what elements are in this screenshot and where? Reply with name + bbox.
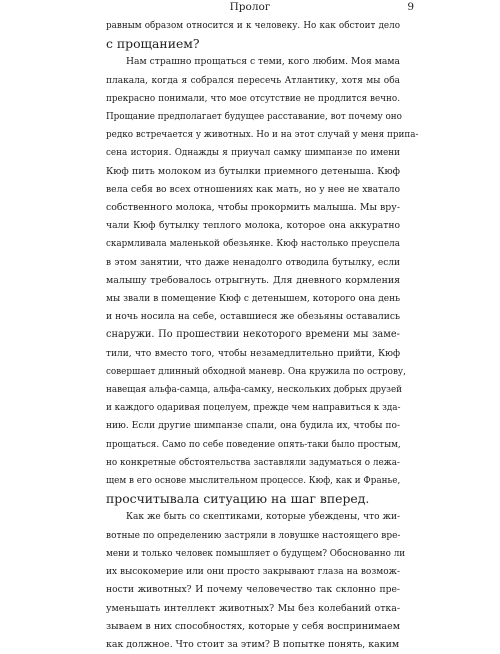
text-line: прощаться. Само по себе поведение опять-таки было простым,: [106, 439, 401, 450]
text-line: и каждого одаривая поцелуем, прежде чем направиться к зда-: [106, 403, 401, 414]
text-line: нию. Если другие шимпанзе спали, она будила их, чтобы по-: [106, 421, 400, 432]
text-line: ности животных? И почему человечество так склонно пре-: [106, 584, 400, 596]
text-line: Как же быть со скептиками, которые убеждены, что жи-: [126, 512, 400, 523]
text-line: тили, что вместо того, чтобы незамедлительно прийти, Кюф: [106, 348, 400, 359]
text-line: в этом занятии, что даже ненадолго отводила бутылку, если: [106, 257, 400, 268]
text-line: как должное. Что стоит за этим? В попытке понять, каким: [106, 638, 400, 650]
text-line: чали Кюф бутылку теплого молока, которое она аккуратно: [106, 220, 400, 232]
body-text: [106, 17, 419, 654]
text-line: и ночь носила на себе, оставшиеся же обезьяны оставались: [106, 311, 400, 323]
text-line: вотные по определению застряли в ловушке настоящего вре-: [106, 530, 401, 541]
text-line: малышу требовалось отрыгнуть. Для дневного кормления: [106, 274, 400, 286]
text-line: редко встречается у животных. Но и на этот случай у меня припа-: [106, 130, 419, 141]
text-line: их высокомерие или они просто закрывают глаза на возмож-: [106, 567, 400, 578]
text-line: Кюф пить молоком из бутылки приемного детеныша. Кюф: [106, 165, 400, 177]
text-line: просчитывала ситуацию на шаг вперед.: [106, 491, 370, 507]
text-line: Прощание предполагает будущее расставание, вот почему оно: [106, 112, 402, 123]
text-line: сена история. Однажды я приучал самку шимпанзе по имени: [106, 148, 400, 159]
text-line: совершает длинный обходной маневр. Она кружила по острову,: [106, 366, 406, 377]
text-line: скармливала маленькой обезьянке. Кюф настолько преуспела: [106, 239, 400, 250]
page-number: 9: [407, 1, 414, 13]
text-line: собственного молока, чтобы прокормить малыша. Мы вру-: [106, 202, 400, 214]
text-line: щем в его основе мыслительном процессе. Кюф, как и Франье,: [106, 476, 401, 487]
paragraph: [106, 17, 400, 53]
text-line: но конкретные обстоятельства заставляли задуматься о лежа-: [106, 457, 400, 468]
text-line: уменьшать интеллект животных? Мы без колебаний отка-: [106, 602, 400, 614]
running-head: Пролог: [229, 1, 271, 13]
text-line: мени и только человек помышляет о будущем? Обоснованно ли: [106, 548, 406, 559]
text-line: вела себя во всех отношениях как мать, но у нее не хватало: [106, 183, 400, 195]
text-line: навещая альфа-самца, альфа-самку, нескольких добрых друзей: [106, 385, 403, 396]
text-line: Нам страшно прощаться с теми, кого любим. Моя мама: [126, 56, 400, 68]
page-header: [0, 0, 500, 18]
text-line: плакала, когда я собрался пересечь Атлантику, хотя мы оба: [106, 75, 400, 86]
text-line: зываем в них способностях, которые у себя воспринимаем: [106, 620, 400, 632]
paragraph: [106, 53, 419, 508]
text-line: с прощанием?: [106, 36, 200, 52]
text-line: мы звали в помещение Кюф с детенышем, которого она день: [106, 294, 400, 305]
paragraph: [106, 508, 406, 654]
text-line: равным образом относится и к человеку. Но как обстоит дело: [106, 21, 400, 31]
text-line: снаружи. По прошествии некоторого времени мы заме-: [106, 329, 400, 341]
text-line: прекрасно понимали, что мое отсутствие не продлится вечно.: [106, 93, 400, 104]
